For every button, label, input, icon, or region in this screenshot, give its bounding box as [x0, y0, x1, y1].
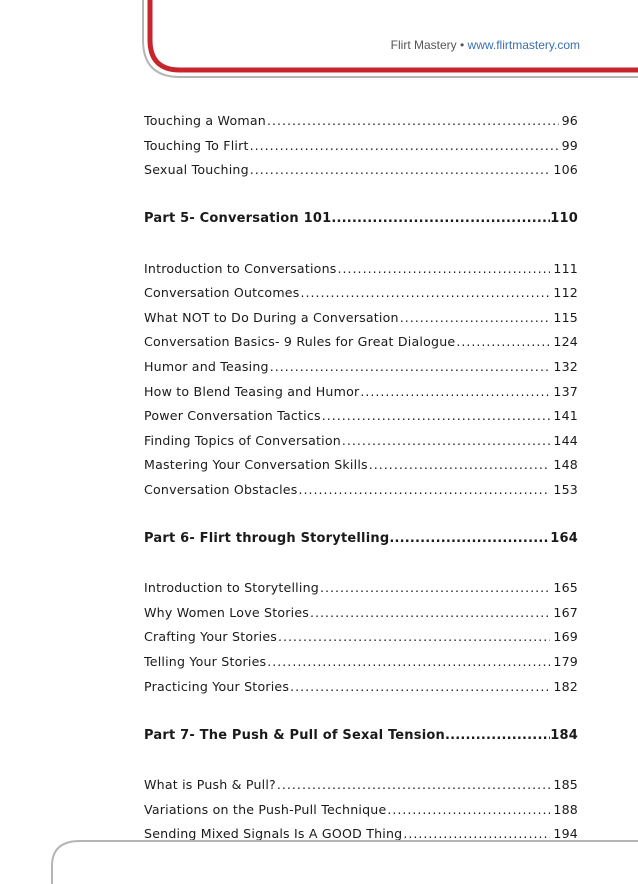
toc-entry[interactable]: [144, 285, 578, 310]
toc-entry[interactable]: [144, 408, 578, 433]
toc-entry-title: What NOT to Do During a Conversation: [144, 309, 399, 325]
running-header: [391, 38, 580, 52]
toc-entry-page: 165: [553, 580, 578, 596]
table-of-contents: [144, 113, 578, 851]
toc-entry-title: Humor and Teasing: [144, 358, 269, 374]
toc-entry-title: Practicing Your Stories: [144, 678, 290, 694]
toc-entry-page: 137: [553, 383, 578, 399]
toc-entry-page: 182: [553, 678, 578, 694]
footer-frame: [0, 824, 638, 884]
toc-part-title: Part 5- Conversation 101: [144, 211, 332, 227]
toc-leader: [250, 162, 551, 177]
toc-entry[interactable]: [144, 113, 578, 138]
toc-entry-title: Variations on the Push-Pull Technique: [144, 801, 387, 817]
toc-part-title: Part 7- The Push & Pull of Sexal Tension: [144, 727, 445, 743]
header-url-link[interactable]: www.flirtmastery.com: [467, 38, 580, 52]
toc-entry-page: 185: [553, 777, 578, 793]
toc-entry-page: 141: [553, 408, 578, 424]
toc-entry-title: Crafting Your Stories: [144, 629, 278, 645]
toc-leader: [250, 138, 559, 153]
toc-leader: [389, 531, 550, 546]
toc-entry-page: 112: [553, 285, 578, 301]
toc-leader: [290, 679, 550, 694]
toc-part-page: 184: [550, 727, 578, 743]
toc-leader: [320, 580, 550, 595]
toc-entry-title: Conversation Outcomes: [144, 285, 300, 301]
toc-entry-title: Mastering Your Conversation Skills: [144, 457, 368, 473]
toc-entry[interactable]: [144, 605, 578, 630]
toc-leader: [331, 211, 550, 226]
toc-entry-page: 153: [553, 481, 578, 497]
toc-part-page: 164: [550, 531, 578, 547]
toc-entry-page: 194: [553, 826, 578, 842]
toc-leader: [456, 334, 550, 349]
toc-entry[interactable]: [144, 654, 578, 679]
toc-leader: [387, 802, 550, 817]
toc-leader: [360, 384, 550, 399]
toc-entry-title: What is Push & Pull?: [144, 777, 276, 793]
toc-entry-title: Sending Mixed Signals Is A GOOD Thing: [144, 826, 403, 842]
toc-entry-title: Power Conversation Tactics: [144, 408, 321, 424]
toc-entry-page: 96: [561, 113, 578, 128]
toc-entry-page: 106: [553, 162, 578, 178]
toc-entry-page: 144: [553, 432, 578, 448]
toc-entry[interactable]: [144, 162, 578, 187]
toc-entry-title: How to Blend Teasing and Humor: [144, 383, 360, 399]
toc-leader: [338, 261, 551, 276]
header-brand: Flirt Mastery: [390, 38, 457, 52]
toc-entry[interactable]: [144, 138, 578, 163]
toc-entry-title: Why Women Love Stories: [144, 604, 310, 620]
toc-part-title: Part 6- Flirt through Storytelling: [144, 531, 390, 547]
toc-entry[interactable]: [144, 334, 578, 359]
toc-leader: [400, 310, 551, 325]
toc-entry[interactable]: [144, 629, 578, 654]
toc-part-heading[interactable]: [144, 531, 578, 556]
toc-entry[interactable]: [144, 433, 578, 458]
toc-leader: [301, 285, 551, 300]
toc-leader: [277, 777, 550, 792]
header-separator: •: [456, 38, 468, 52]
toc-entry[interactable]: [144, 359, 578, 384]
toc-entry-title: Introduction to Storytelling: [144, 580, 319, 596]
toc-leader: [267, 654, 550, 669]
toc-leader: [270, 359, 551, 374]
toc-entry-page: 124: [553, 334, 578, 350]
toc-entry[interactable]: [144, 580, 578, 605]
toc-part-heading[interactable]: [144, 211, 578, 236]
toc-entry-title: Conversation Obstacles: [144, 481, 298, 497]
toc-entry[interactable]: [144, 384, 578, 409]
toc-leader: [278, 629, 550, 644]
toc-part-page: 110: [550, 211, 578, 227]
toc-entry-title: Introduction to Conversations: [144, 260, 337, 276]
toc-entry[interactable]: [144, 457, 578, 482]
toc-part-heading[interactable]: [144, 728, 578, 753]
toc-leader: [267, 113, 559, 128]
toc-entry-title: Conversation Basics- 9 Rules for Great Dialogue: [144, 334, 456, 350]
toc-leader: [369, 457, 551, 472]
toc-leader: [342, 433, 550, 448]
toc-entry-page: 179: [553, 654, 578, 670]
toc-entry[interactable]: [144, 261, 578, 286]
toc-leader: [322, 408, 551, 423]
toc-entry-page: 115: [553, 309, 578, 325]
toc-entry-page: 188: [553, 801, 578, 817]
toc-entry-title: Telling Your Stories: [144, 654, 267, 670]
toc-entry-page: 111: [553, 260, 578, 276]
toc-entry-page: 99: [561, 137, 578, 153]
toc-entry[interactable]: [144, 777, 578, 802]
toc-leader: [445, 728, 550, 743]
toc-entry[interactable]: [144, 482, 578, 507]
toc-leader: [310, 605, 550, 620]
toc-entry-page: 148: [553, 457, 578, 473]
toc-entry-title: Touching To Flirt: [144, 137, 249, 153]
toc-entry[interactable]: [144, 802, 578, 827]
toc-entry[interactable]: [144, 310, 578, 335]
toc-leader: [299, 482, 551, 497]
toc-entry-page: 169: [553, 629, 578, 645]
toc-entry-title: Touching a Woman: [144, 113, 266, 128]
toc-entry-title: Sexual Touching: [144, 162, 249, 178]
toc-entry[interactable]: [144, 679, 578, 704]
toc-entry-title: Finding Topics of Conversation: [144, 432, 341, 448]
toc-entry-page: 167: [553, 604, 578, 620]
toc-entry-page: 132: [553, 358, 578, 374]
